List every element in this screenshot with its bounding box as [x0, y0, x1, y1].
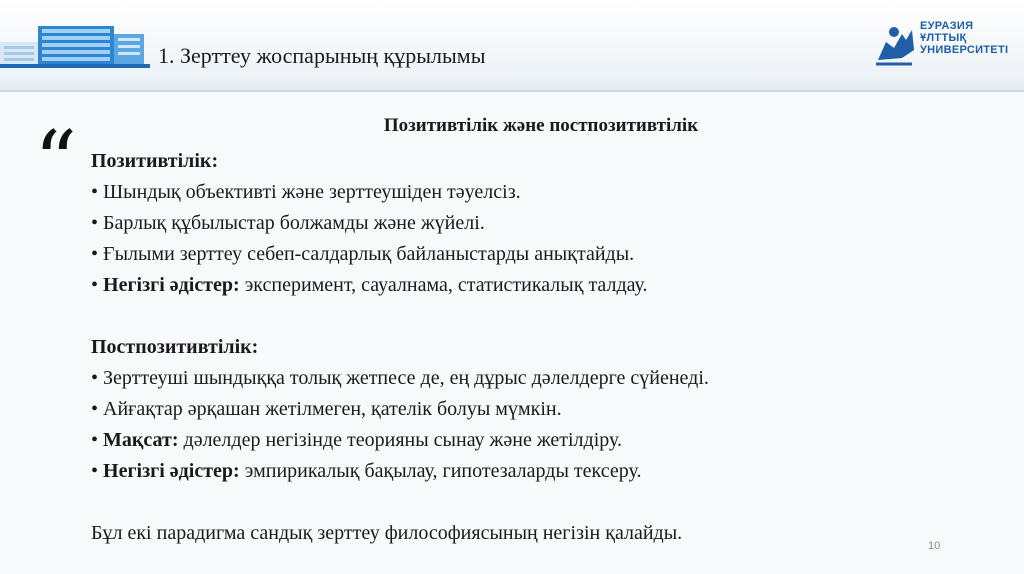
- slide-title: 1. Зерттеу жоспарының құрылымы: [158, 43, 486, 68]
- slide-heading: [0, 115, 1024, 137]
- list-item: • Барлық құбылыстар болжамды және жүйелі.: [91, 212, 485, 234]
- list-item: • Зерттеуші шындыққа толық жетпесе де, ең дұрыс дәлелдерге сүйенеді.: [91, 367, 709, 389]
- spacer: [91, 301, 991, 332]
- conclusion-text: Бұл екі парадигма сандық зерттеу философиясының негізін қалайды.: [91, 522, 683, 544]
- positivism-title: Позитивтілік:: [91, 150, 219, 172]
- list-item: • Ғылыми зерттеу себеп-салдарлық байланыстарды анықтайды.: [91, 243, 635, 265]
- slide-header: [0, 0, 1024, 92]
- spacer: [91, 487, 991, 518]
- logo-line-3: УНИВЕРСИТЕТІ: [920, 44, 1009, 56]
- logo-text: [920, 20, 1008, 56]
- slide-content: [91, 146, 991, 549]
- logo-line-2: ҰЛТТЫҚ: [920, 32, 967, 44]
- postpositivism-title: Постпозитивтілік:: [91, 336, 259, 358]
- quote-mark: “: [34, 113, 77, 211]
- postpositivism-goal: • Мақсат: дәлелдер негізінде теорияны сынау және жетілдіру.: [91, 429, 623, 451]
- eurasian-national-university-logo: [872, 20, 918, 68]
- list-item: • Шындық объективті және зерттеушіден тәуелсіз.: [91, 181, 521, 203]
- positivism-methods: • Негізгі әдістер: эксперимент, сауалнама, статистикалық талдау.: [91, 274, 648, 296]
- list-item: • Айғақтар әрқашан жетілмеген, қателік болуы мүмкін.: [91, 398, 562, 420]
- logo-line-1: ЕУРАЗИЯ: [920, 20, 974, 32]
- page-number: 10: [928, 540, 941, 552]
- postpositivism-methods: • Негізгі әдістер: эмпирикалық бақылау, гипотезаларды тексеру.: [91, 460, 642, 482]
- slide-heading-text: Позитивтілік және постпозитивтілік: [383, 115, 699, 136]
- university-logo: [872, 20, 1012, 70]
- university-building-icon: [0, 20, 150, 70]
